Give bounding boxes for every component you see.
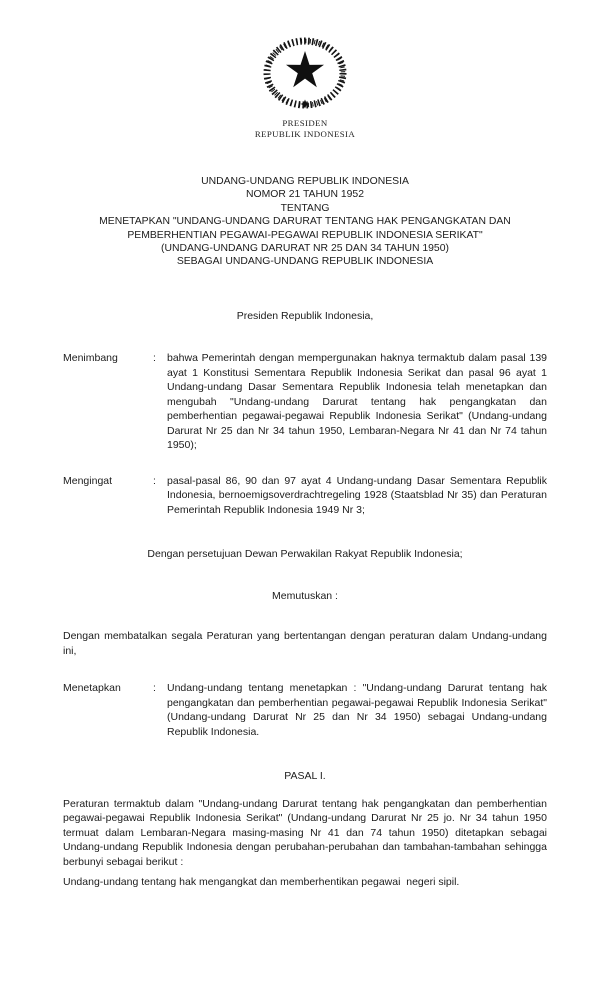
star-icon (286, 51, 324, 87)
clause-menetapkan (63, 681, 547, 739)
title-line-1: UNDANG-UNDANG REPUBLIK INDONESIA (201, 176, 409, 187)
clause-mengingat-text: pasal-pasal 86, 90 dan 97 ayat 4 Undang-undang Dasar Sementara Republik Indonesia, bernoemigsoverdrachtregeling 1928 (Staatsblad Nr 35) dan Peraturan Pemerintah Republik Indonesia 1949 Nr 3; (167, 474, 547, 516)
agreement-line: Dengan persetujuan Dewan Perwakilan Rakyat Republik Indonesia; (147, 548, 463, 561)
presidential-seal-icon (257, 36, 353, 114)
clause-mengingat-label: Mengingat (63, 474, 113, 487)
seal-caption-presiden: PRESIDEN (282, 118, 328, 128)
revocation-paragraph: Dengan membatalkan segala Peraturan yang bertentangan dengan peraturan dalam Undang-undang ini, (63, 630, 547, 657)
seal-caption-republik-indonesia: REPUBLIK INDONESIA (254, 129, 356, 139)
clause-menetapkan-text: Undang-undang tentang menetapkan : "Undang-undang Darurat tentang hak pengangkatan dan pemberhentian pegawai-pegawai Republik Indonesia Serikat" (Undang-undang Darurat Nr 25 dan Nr 34 1950) sebagai Undang-undang Republik Indonesia. (167, 682, 547, 738)
clause-menetapkan-colon: : (153, 682, 156, 695)
title-line-5: PEMBERHENTIAN PEGAWAI-PEGAWAI REPUBLIK INDONESIA SERIKAT" (127, 229, 483, 241)
title-line-6: (UNDANG-UNDANG DARURAT NR 25 DAN 34 TAHUN 1950) (161, 243, 449, 255)
title-line-2: NOMOR 21 TAHUN 1952 (246, 189, 364, 201)
clause-mengingat (63, 474, 547, 518)
body-paragraph: Peraturan termaktub dalam "Undang-undang Darurat tentang hak pengangkatan dan pemberhentian pegawai-pegawai Republik Indonesia Serikat" (Undang-undang Darurat Nr 25 jo. Nr 34 tahun 1950 termuat dalam Lembaran-Negara masing-masing Nr 41 dan 74 tahun 1950) ditetapkan sebagai Undang-undang Republik Indonesia dengan perubahan-perubahan dan tambahan-tambahan sehingga berbunyi sebagai berikut : (63, 797, 547, 868)
document-title (63, 175, 547, 269)
closing-line: Undang-undang tentang hak mengangkat dan memberhentikan pegawai negeri sipil. (63, 876, 460, 889)
decision-heading: Memutuskan : (272, 589, 338, 602)
seal-caption (63, 118, 547, 140)
clause-mengingat-colon: : (153, 474, 156, 487)
title-line-3: TENTANG (280, 202, 330, 214)
salutation-line: Presiden Republik Indonesia, (236, 309, 374, 322)
clause-menimbang (63, 351, 547, 453)
pasal-heading: PASAL I. (284, 770, 326, 783)
letterhead (63, 36, 547, 140)
clause-menetapkan-label: Menetapkan (63, 682, 121, 695)
clause-menimbang-label: Menimbang (63, 352, 118, 365)
title-line-4: MENETAPKAN "UNDANG-UNDANG DARURAT TENTANG HAK PENGANGKATAN DAN (99, 216, 511, 228)
clause-menimbang-colon: : (153, 352, 156, 365)
title-line-7: SEBAGAI UNDANG-UNDANG REPUBLIK INDONESIA (176, 256, 434, 268)
clause-menimbang-text: bahwa Pemerintah dengan mempergunakan haknya termaktub dalam pasal 139 ayat 1 Konstitusi Sementara Republik Indonesia Serikat dan pasal 96 ayat 1 Undang-undang Dasar Sementara Republik Indonesia telah menetapkan dan mengubah "Undang-undang Darurat tentang hak pengangkatan dan pemberhentian pegawai-pegawai Republik Indonesia Serikat" (Undang-undang Darurat Nr 25 dan Nr 34 tahun 1950, Lembaran-Negara Nr 41 dan Nr 74 tahun 1950); (167, 352, 547, 452)
